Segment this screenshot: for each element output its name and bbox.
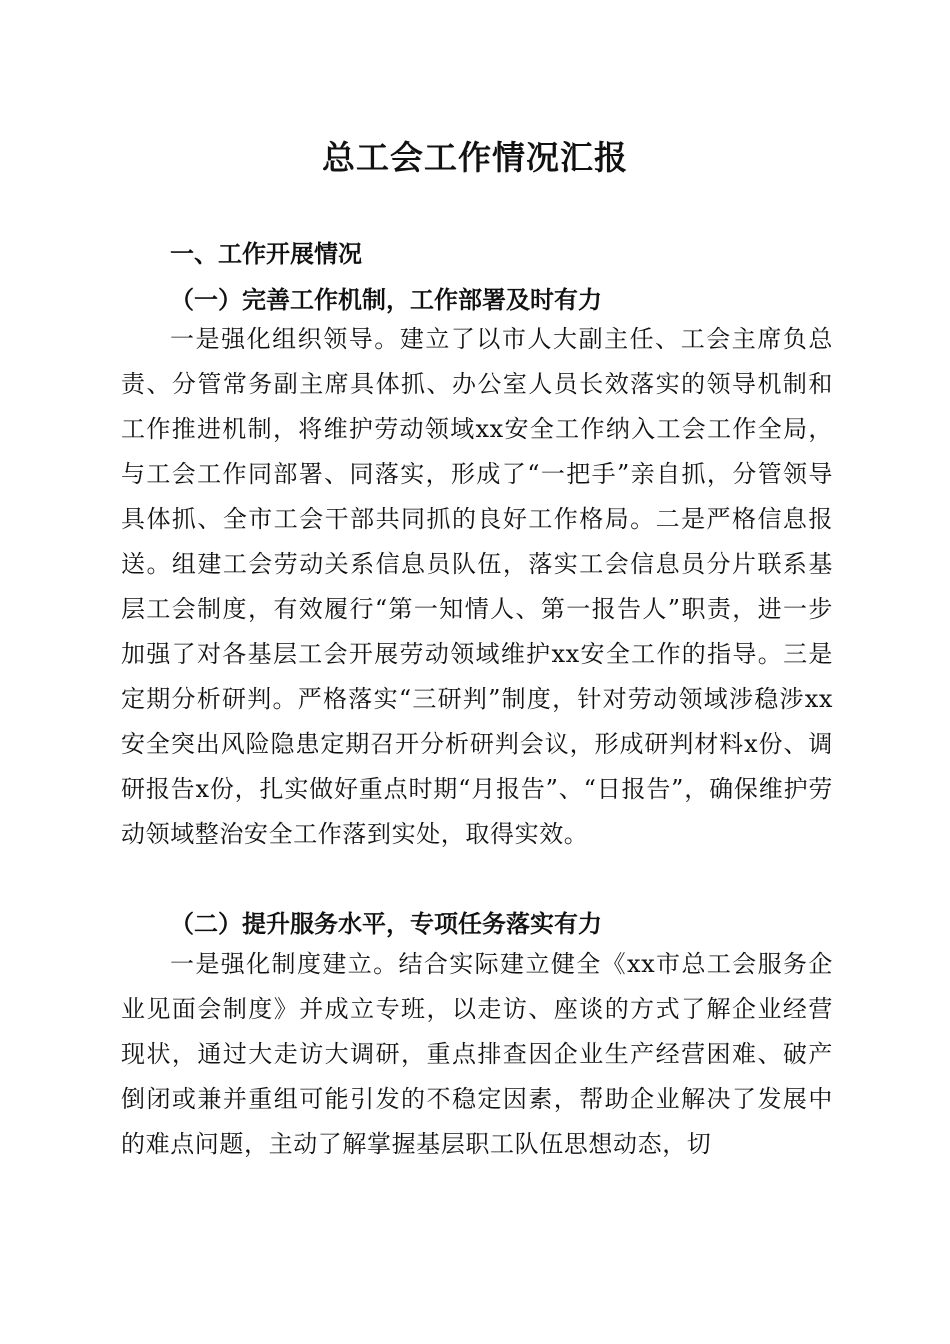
body-paragraph-1: 一是强化组织领导。建立了以市人大副主任、工会主席负总责、分管常务副主席具体抓、办公室人员长效落实的领导机制和工作推进机制，将维护劳动领域xx安全工作纳入工会工作全局，与工会工作同部署、同落实，形成了“一把手”亲自抓，分管领导具体抓、全市工会干部共同抓的良好工作格局。二是严格信息报送。组建工会劳动关系信息员队伍，落实工会信息员分片联系基层工会制度，有效履行“第一知情人、第一报告人”职责，进一步加强了对各基层工会开展劳动领域维护xx安全工作的指导。三是定期分析研判。严格落实“三研判”制度，针对劳动领域涉稳涉xx安全突出风险隐患定期召开分析研判会议，形成研判材料x份、调研报告x份，扎实做好重点时期“月报告”、“日报告”，确保维护劳动领域整治安全工作落到实处，取得实效。 (121, 325, 833, 848)
subsection-heading-1: （一）完善工作机制，工作部署及时有力 (170, 286, 602, 314)
body-paragraph-2: 一是强化制度建立。结合实际建立健全《xx市总工会服务企业见面会制度》并成立专班，以走访、座谈的方式了解企业经营现状，通过大走访大调研，重点排查因企业生产经营困难、破产倒闭或兼并重组可能引发的不稳定因素，帮助企业解决了发展中的难点问题，主动了解掌握基层职工队伍思想动态，切 (121, 950, 833, 1158)
document-title: 总工会工作情况汇报 (322, 138, 628, 177)
subsection-heading-2: （二）提升服务水平，专项任务落实有力 (170, 910, 602, 938)
section-heading-1: 一、工作开展情况 (170, 240, 362, 268)
